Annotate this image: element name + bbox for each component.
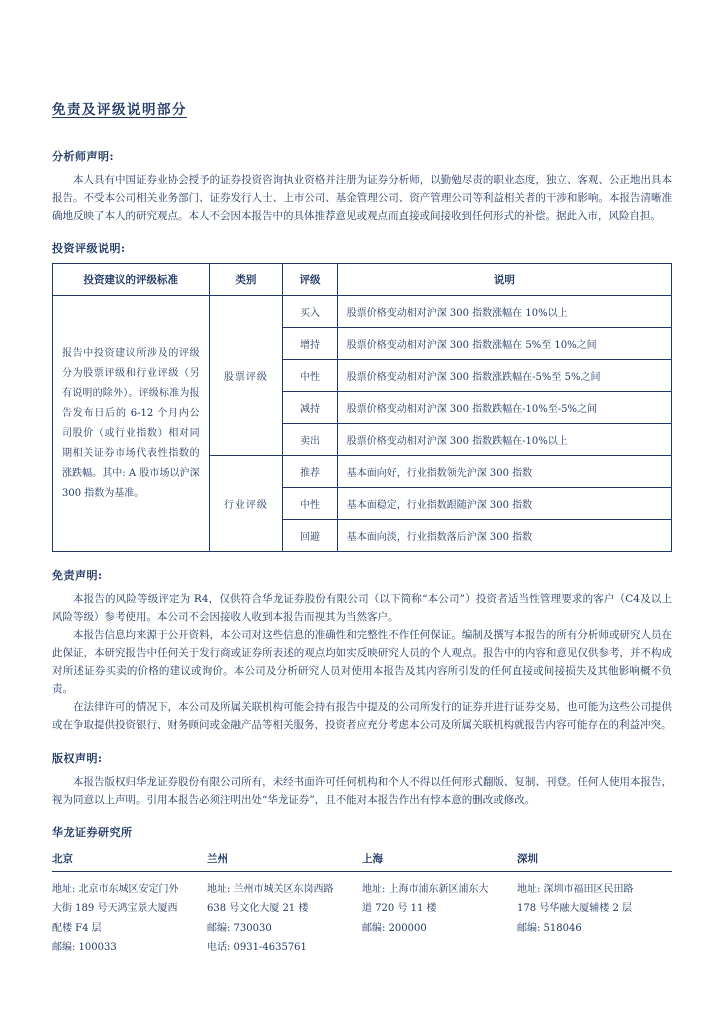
office-detail-line: 邮编: 100033 bbox=[52, 942, 117, 954]
office-detail-line: 配楼 F4 层 bbox=[52, 922, 102, 934]
rating-table-header-row bbox=[53, 264, 672, 296]
rating-label-cell: 中性 bbox=[283, 488, 337, 520]
office-detail-line: 地址: 上海市浦东新区浦东大 bbox=[362, 883, 489, 895]
office-detail-line: 地址: 深圳市福田区民田路 bbox=[517, 883, 634, 895]
research-institute-heading: 华龙证券研究所 bbox=[52, 825, 133, 839]
office-detail-line: 大街 189 号天鸿宝景大厦西 bbox=[52, 903, 178, 915]
office-city-3: 深圳 bbox=[517, 852, 538, 865]
rating-description-cell: 股票价格变动相对沪深 300 指数涨跌幅在-5%至 5%之间 bbox=[337, 360, 671, 392]
rating-criteria-cell: 报告中投资建议所涉及的评级分为股票评级和行业评级（另有说明的除外）。评级标准为报告发布日后的 6-12 个月内公司股价（或行业指数）相对同期相关证券市场代表性指数的涨跌幅。其中: A 股市场以沪深 300 指数为基准。 bbox=[53, 296, 210, 552]
rating-table-row bbox=[53, 296, 672, 328]
disclaimer-paragraph-2: 本报告信息均来源于公开资料，本公司对这些信息的准确性和完整性不作任何保证。编制及撰写本报告的所有分析师或研究人员在此保证，本研究报告中任何关于发行商或证券所表述的观点均如实反映研究人员的个人观点。报告中的内容和意见仅供参考，并不构成对所述证券买卖的价格的建议或询价。本公司及分析研究人员对使用本报告及其内容所引发的任何直接或间接损失及其他影响概不负责。 bbox=[52, 629, 672, 696]
rating-label-cell: 减持 bbox=[283, 392, 337, 424]
rating-explanation-section bbox=[52, 240, 672, 552]
office-details-row bbox=[52, 872, 672, 958]
rating-label-cell: 买入 bbox=[283, 296, 337, 328]
office-detail-line: 178 号华融大厦辅楼 2 层 bbox=[517, 903, 632, 915]
office-detail-line: 道 720 号 11 楼 bbox=[362, 903, 437, 915]
disclaimer-heading: 免责声明: bbox=[52, 569, 103, 583]
rating-table bbox=[52, 263, 672, 552]
rating-label-cell: 增持 bbox=[283, 328, 337, 360]
rating-description-cell: 股票价格变动相对沪深 300 指数跌幅在-10%以上 bbox=[337, 424, 671, 456]
office-detail-line: 电话: 0931-4635761 bbox=[207, 942, 307, 954]
page-title: 免责及评级说明部分 bbox=[52, 102, 187, 118]
office-detail-line: 邮编: 200000 bbox=[362, 922, 427, 934]
office-city-0: 北京 bbox=[52, 852, 73, 865]
office-detail-line: 地址: 北京市东城区安定门外 bbox=[52, 883, 179, 895]
rating-description-cell: 股票价格变动相对沪深 300 指数涨幅在 10%以上 bbox=[337, 296, 671, 328]
column-header-criteria: 投资建议的评级标准 bbox=[53, 264, 210, 296]
column-header-description: 说明 bbox=[337, 264, 671, 296]
disclaimer-section bbox=[52, 567, 672, 734]
office-column-2 bbox=[362, 880, 517, 958]
disclaimer-paragraph-3: 在法律许可的情况下，本公司及所属关联机构可能会持有报告中提及的公司所发行的证券并进行证券交易，也可能为这些公司提供或在争取提供投资银行、财务顾问或金融产品等相关服务，投资者应充分考虑本公司及所属关联机构就报告内容可能存在的利益冲突。 bbox=[52, 701, 672, 732]
industry-category-cell: 行业评级 bbox=[209, 456, 283, 552]
rating-label-cell: 中性 bbox=[283, 360, 337, 392]
column-header-rating: 评级 bbox=[283, 264, 337, 296]
office-detail-line: 638 号文化大厦 21 楼 bbox=[207, 903, 309, 915]
rating-description-cell: 基本面向淡，行业指数落后沪深 300 指数 bbox=[337, 520, 671, 552]
column-header-category: 类别 bbox=[209, 264, 283, 296]
rating-description-cell: 基本面向好，行业指数领先沪深 300 指数 bbox=[337, 456, 671, 488]
rating-label-cell: 卖出 bbox=[283, 424, 337, 456]
analyst-statement-heading: 分析师声明: bbox=[52, 150, 115, 163]
stock-category-cell: 股票评级 bbox=[209, 296, 283, 456]
copyright-section bbox=[52, 750, 672, 809]
office-city-1: 兰州 bbox=[207, 852, 228, 865]
rating-description-cell: 基本面稳定，行业指数跟随沪深 300 指数 bbox=[337, 488, 671, 520]
rating-description-cell: 股票价格变动相对沪深 300 指数涨幅在 5%至 10%之间 bbox=[337, 328, 671, 360]
copyright-heading: 版权声明: bbox=[52, 751, 103, 765]
office-city-2: 上海 bbox=[362, 852, 383, 865]
rating-label-cell: 回避 bbox=[283, 520, 337, 552]
disclaimer-paragraph-1: 本报告的风险等级评定为 R4，仅供符合华龙证券股份有限公司（以下简称“本公司”）投资者适当性管理要求的客户（C4及以上风险等级）参考使用。本公司不会因接收人收到本报告而视其为当然客户。 bbox=[52, 593, 672, 624]
analyst-statement-section bbox=[52, 148, 672, 225]
copyright-paragraph: 本报告版权归华龙证券股份有限公司所有，未经书面许可任何机构和个人不得以任何形式翻版、复制、刊登。任何人使用本报告，视为同意以上声明。引用本报告必须注明出处“华龙证券”，且不能对本报告作出有悖本意的删改或修改。 bbox=[52, 775, 672, 806]
office-column-1 bbox=[207, 880, 362, 958]
research-institute-section bbox=[52, 824, 672, 958]
rating-label-cell: 推荐 bbox=[283, 456, 337, 488]
office-column-0 bbox=[52, 880, 207, 958]
office-detail-line: 邮编: 730030 bbox=[207, 922, 272, 934]
office-cities-row bbox=[52, 851, 672, 872]
rating-explanation-heading: 投资评级说明: bbox=[52, 242, 126, 256]
office-detail-line: 邮编: 518046 bbox=[517, 922, 582, 934]
rating-description-cell: 股票价格变动相对沪深 300 指数跌幅在-10%至-5%之间 bbox=[337, 392, 671, 424]
office-detail-line: 地址: 兰州市城关区东岗西路 bbox=[207, 883, 334, 895]
office-column-3 bbox=[517, 880, 672, 958]
rating-table-body bbox=[53, 296, 672, 552]
analyst-statement-paragraph: 本人具有中国证券业协会授予的证券投资咨询执业资格并注册为证券分析师，以勤勉尽责的职业态度，独立、客观、公正地出具本报告。不受本公司相关业务部门、证券发行人士、上市公司、基金管理公司、资产管理公司等利益相关者的干涉和影响。本报告清晰准确地反映了本人的研究观点。本人不会因本报告中的具体推荐意见或观点而直接或间接收到任何形式的补偿。据此入市，风险自担。 bbox=[52, 174, 672, 223]
